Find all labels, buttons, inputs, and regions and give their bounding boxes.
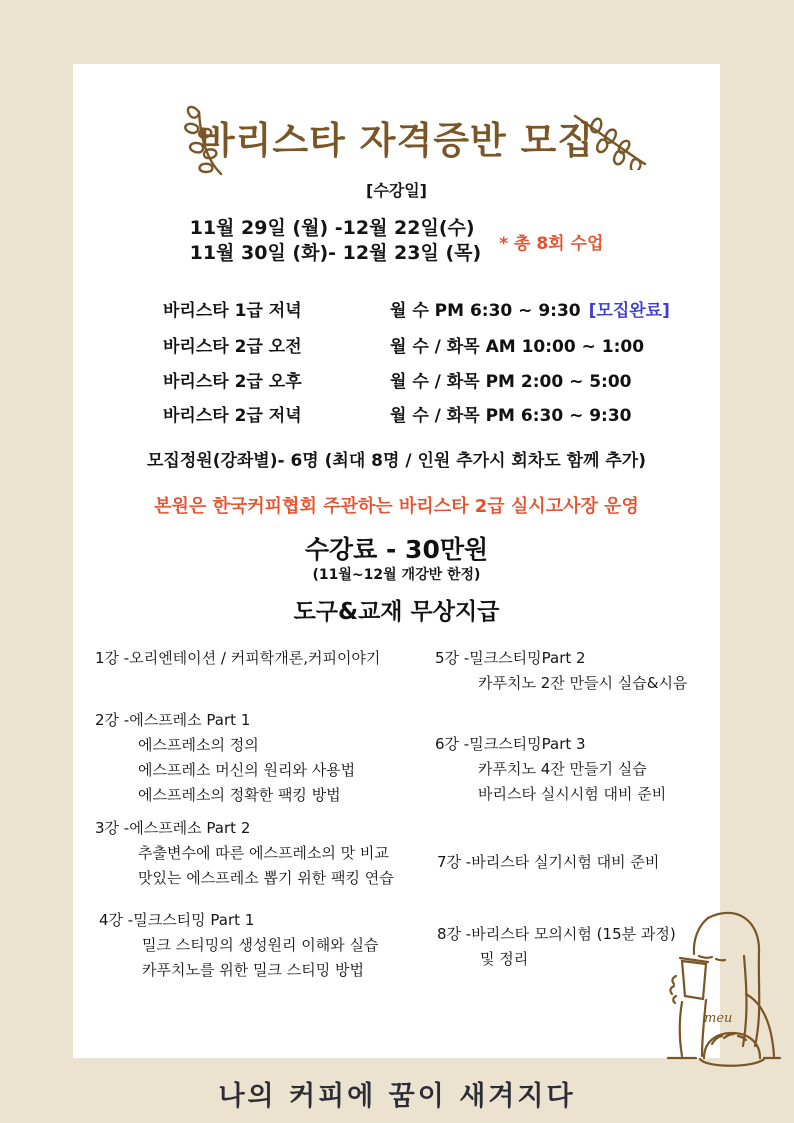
- curriculum-title: 6강 -밀크스티밍Part 3: [435, 735, 586, 753]
- curriculum-item: [437, 850, 659, 875]
- curriculum-item: [95, 708, 355, 808]
- dates-row: [73, 216, 720, 266]
- class-dates-label: [수강일]: [366, 181, 427, 200]
- curriculum-detail: 카푸치노 4잔 만들기 실습: [478, 760, 647, 778]
- curriculum-title: 5강 -밀크스티밍Part 2: [435, 649, 586, 667]
- schedule-row: [163, 332, 644, 357]
- session-count-note: * 총 8회 수업: [499, 233, 604, 254]
- tuition-line: 수강료 - 30만원: [304, 535, 489, 564]
- schedule-row: [163, 296, 670, 321]
- curriculum-title: 7강 -바리스타 실기시험 대비 준비: [437, 853, 660, 871]
- curriculum-detail: 에스프레소의 정확한 팩킹 방법: [138, 786, 341, 804]
- free-supply-line: 도구&교재 무상지급: [293, 599, 500, 625]
- date-line-1: 11월 29일 (월) -12월 22일(수): [189, 217, 475, 239]
- schedule-class-label: 바리스타 2급 오전: [163, 337, 302, 357]
- status-badge: [모집완료]: [588, 301, 670, 321]
- schedule-time: 월 수 / 화목 PM 6:30 ~ 9:30: [390, 406, 632, 426]
- footer-slogan: 나의 커피에 꿈이 새겨지다: [218, 1081, 576, 1112]
- curriculum-title: 3강 -에스프레소 Part 2: [95, 819, 251, 837]
- curriculum-title: 2강 -에스프레소 Part 1: [95, 711, 251, 729]
- curriculum-item: [435, 732, 666, 807]
- curriculum-detail: 바리스타 실시시험 대비 준비: [478, 785, 667, 803]
- curriculum-item: [437, 922, 676, 972]
- curriculum-item: [99, 908, 378, 983]
- curriculum-item: [95, 646, 380, 671]
- date-line-2: 11월 30일 (화)- 12월 23일 (목): [189, 242, 482, 264]
- curriculum-item: [95, 816, 394, 891]
- curriculum-detail: 카푸치노를 위한 밀크 스티밍 방법: [142, 961, 364, 979]
- curriculum-detail: 밀크 스티밍의 생성원리 이해와 실습: [142, 936, 379, 954]
- curriculum-title: 4강 -밀크스티밍 Part 1: [99, 911, 255, 929]
- woman-drinking-coffee-illustration: [646, 896, 794, 1080]
- schedule-time: 월 수 / 화목 PM 2:00 ~ 5:00: [390, 372, 632, 392]
- curriculum-detail: 카푸치노 2잔 만들시 실습&시음: [478, 674, 688, 692]
- illustration-signature: meu: [704, 1011, 733, 1026]
- curriculum-detail: 맛있는 에스프레소 뽑기 위한 팩킹 연습: [138, 869, 394, 887]
- curriculum-detail: 추출변수에 따른 에스프레소의 맛 비교: [138, 844, 389, 862]
- poster-title: 바리스타 자격증반 모집: [198, 119, 595, 162]
- date-range: [190, 216, 482, 266]
- exam-site-notice: 본원은 한국커피협회 주관하는 바리스타 2급 실시고사장 운영: [154, 496, 639, 517]
- curriculum-title: 8강 -바리스타 모의시험 (15분 과정): [437, 925, 676, 943]
- poster-card: [73, 64, 720, 1058]
- tuition-note: (11월~12월 개강반 한정): [312, 567, 481, 583]
- curriculum-title: 1강 -오리엔테이션 / 커피학개론,커피이야기: [95, 649, 381, 667]
- capacity-line: 모집정원(강좌별)- 6명 (최대 8명 / 인원 추가시 회차도 함께 추가): [147, 451, 646, 471]
- schedule-row: [163, 367, 632, 392]
- curriculum-detail: 및 정리: [480, 950, 529, 968]
- schedule-time: 월 수 / 화목 AM 10:00 ~ 1:00: [390, 337, 645, 357]
- curriculum-detail: 에스프레소의 정의: [138, 736, 259, 754]
- schedule-class-label: 바리스타 1급 저녁: [163, 301, 302, 321]
- schedule-class-label: 바리스타 2급 저녁: [163, 406, 302, 426]
- schedule-row: [163, 401, 632, 426]
- curriculum-item: [435, 646, 687, 696]
- curriculum-detail: 에스프레소 머신의 원리와 사용법: [138, 761, 356, 779]
- schedule-time: 월 수 PM 6:30 ~ 9:30: [390, 301, 581, 321]
- leaf-sprig-right-icon: [571, 106, 651, 170]
- schedule-class-label: 바리스타 2급 오후: [163, 372, 302, 392]
